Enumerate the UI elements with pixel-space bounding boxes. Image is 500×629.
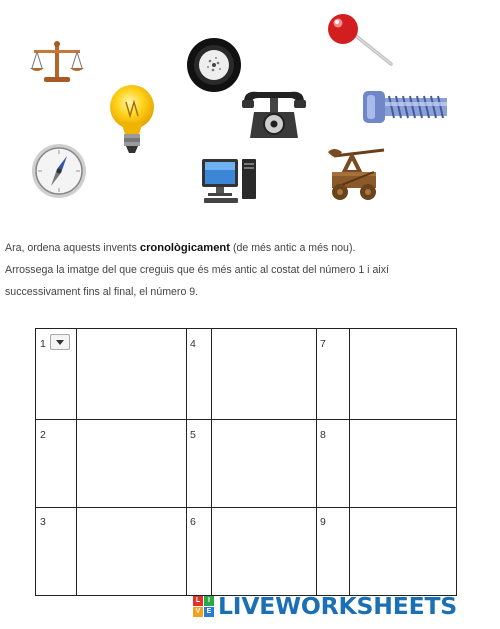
- lightbulb-icon[interactable]: [106, 82, 158, 158]
- drop-zone-1[interactable]: [77, 330, 185, 418]
- drop-zone-7[interactable]: [350, 330, 455, 418]
- screw-icon[interactable]: [361, 86, 451, 128]
- drop-zone-6[interactable]: [212, 508, 315, 594]
- dropdown-toggle-button[interactable]: [50, 334, 70, 350]
- drop-zone-4[interactable]: [212, 330, 315, 418]
- cell-number-8: 8: [320, 429, 326, 441]
- answer-grid: [35, 328, 457, 596]
- instructions-line-1: Ara, ordena aquests invents cronològicament (de més antic a més nou).: [5, 242, 356, 254]
- vinyl-record-icon[interactable]: [186, 37, 242, 93]
- catapult-icon[interactable]: [324, 142, 388, 206]
- cell-number-9: 9: [320, 516, 326, 528]
- compass-icon[interactable]: [30, 142, 88, 200]
- drop-zone-5[interactable]: [212, 420, 315, 506]
- drop-zone-2[interactable]: [77, 420, 185, 506]
- grid-divider: [186, 329, 187, 595]
- brand-name: LIVEWORKSHEETS: [218, 592, 458, 620]
- scales-icon[interactable]: [28, 38, 86, 86]
- liveworksheets-logo: L I V E: [193, 596, 214, 617]
- drop-zone-9[interactable]: [350, 508, 455, 594]
- cell-number-4: 4: [190, 338, 196, 350]
- telephone-icon[interactable]: [240, 88, 308, 140]
- cell-number-5: 5: [190, 429, 196, 441]
- instructions-text: [5, 237, 495, 303]
- cell-number-2: 2: [40, 429, 46, 441]
- cell-number-1: 1: [40, 338, 46, 350]
- liveworksheets-watermark: [193, 588, 457, 624]
- cell-number-6: 6: [190, 516, 196, 528]
- grid-divider: [316, 329, 317, 595]
- cell-number-7: 7: [320, 338, 326, 350]
- drop-zone-3[interactable]: [77, 508, 185, 594]
- drop-zone-8[interactable]: [350, 420, 455, 506]
- lollipop-icon[interactable]: [325, 12, 395, 68]
- computer-icon[interactable]: [200, 156, 260, 206]
- instructions-emphasis: cronològicament: [139, 242, 230, 254]
- instructions-line-2: Arrossega la imatge del que creguis que és més antic al costat del número 1 i així: [5, 264, 389, 276]
- cell-number-3: 3: [40, 516, 46, 528]
- instructions-line-3: successivament fins al final, el número 9.: [5, 286, 199, 298]
